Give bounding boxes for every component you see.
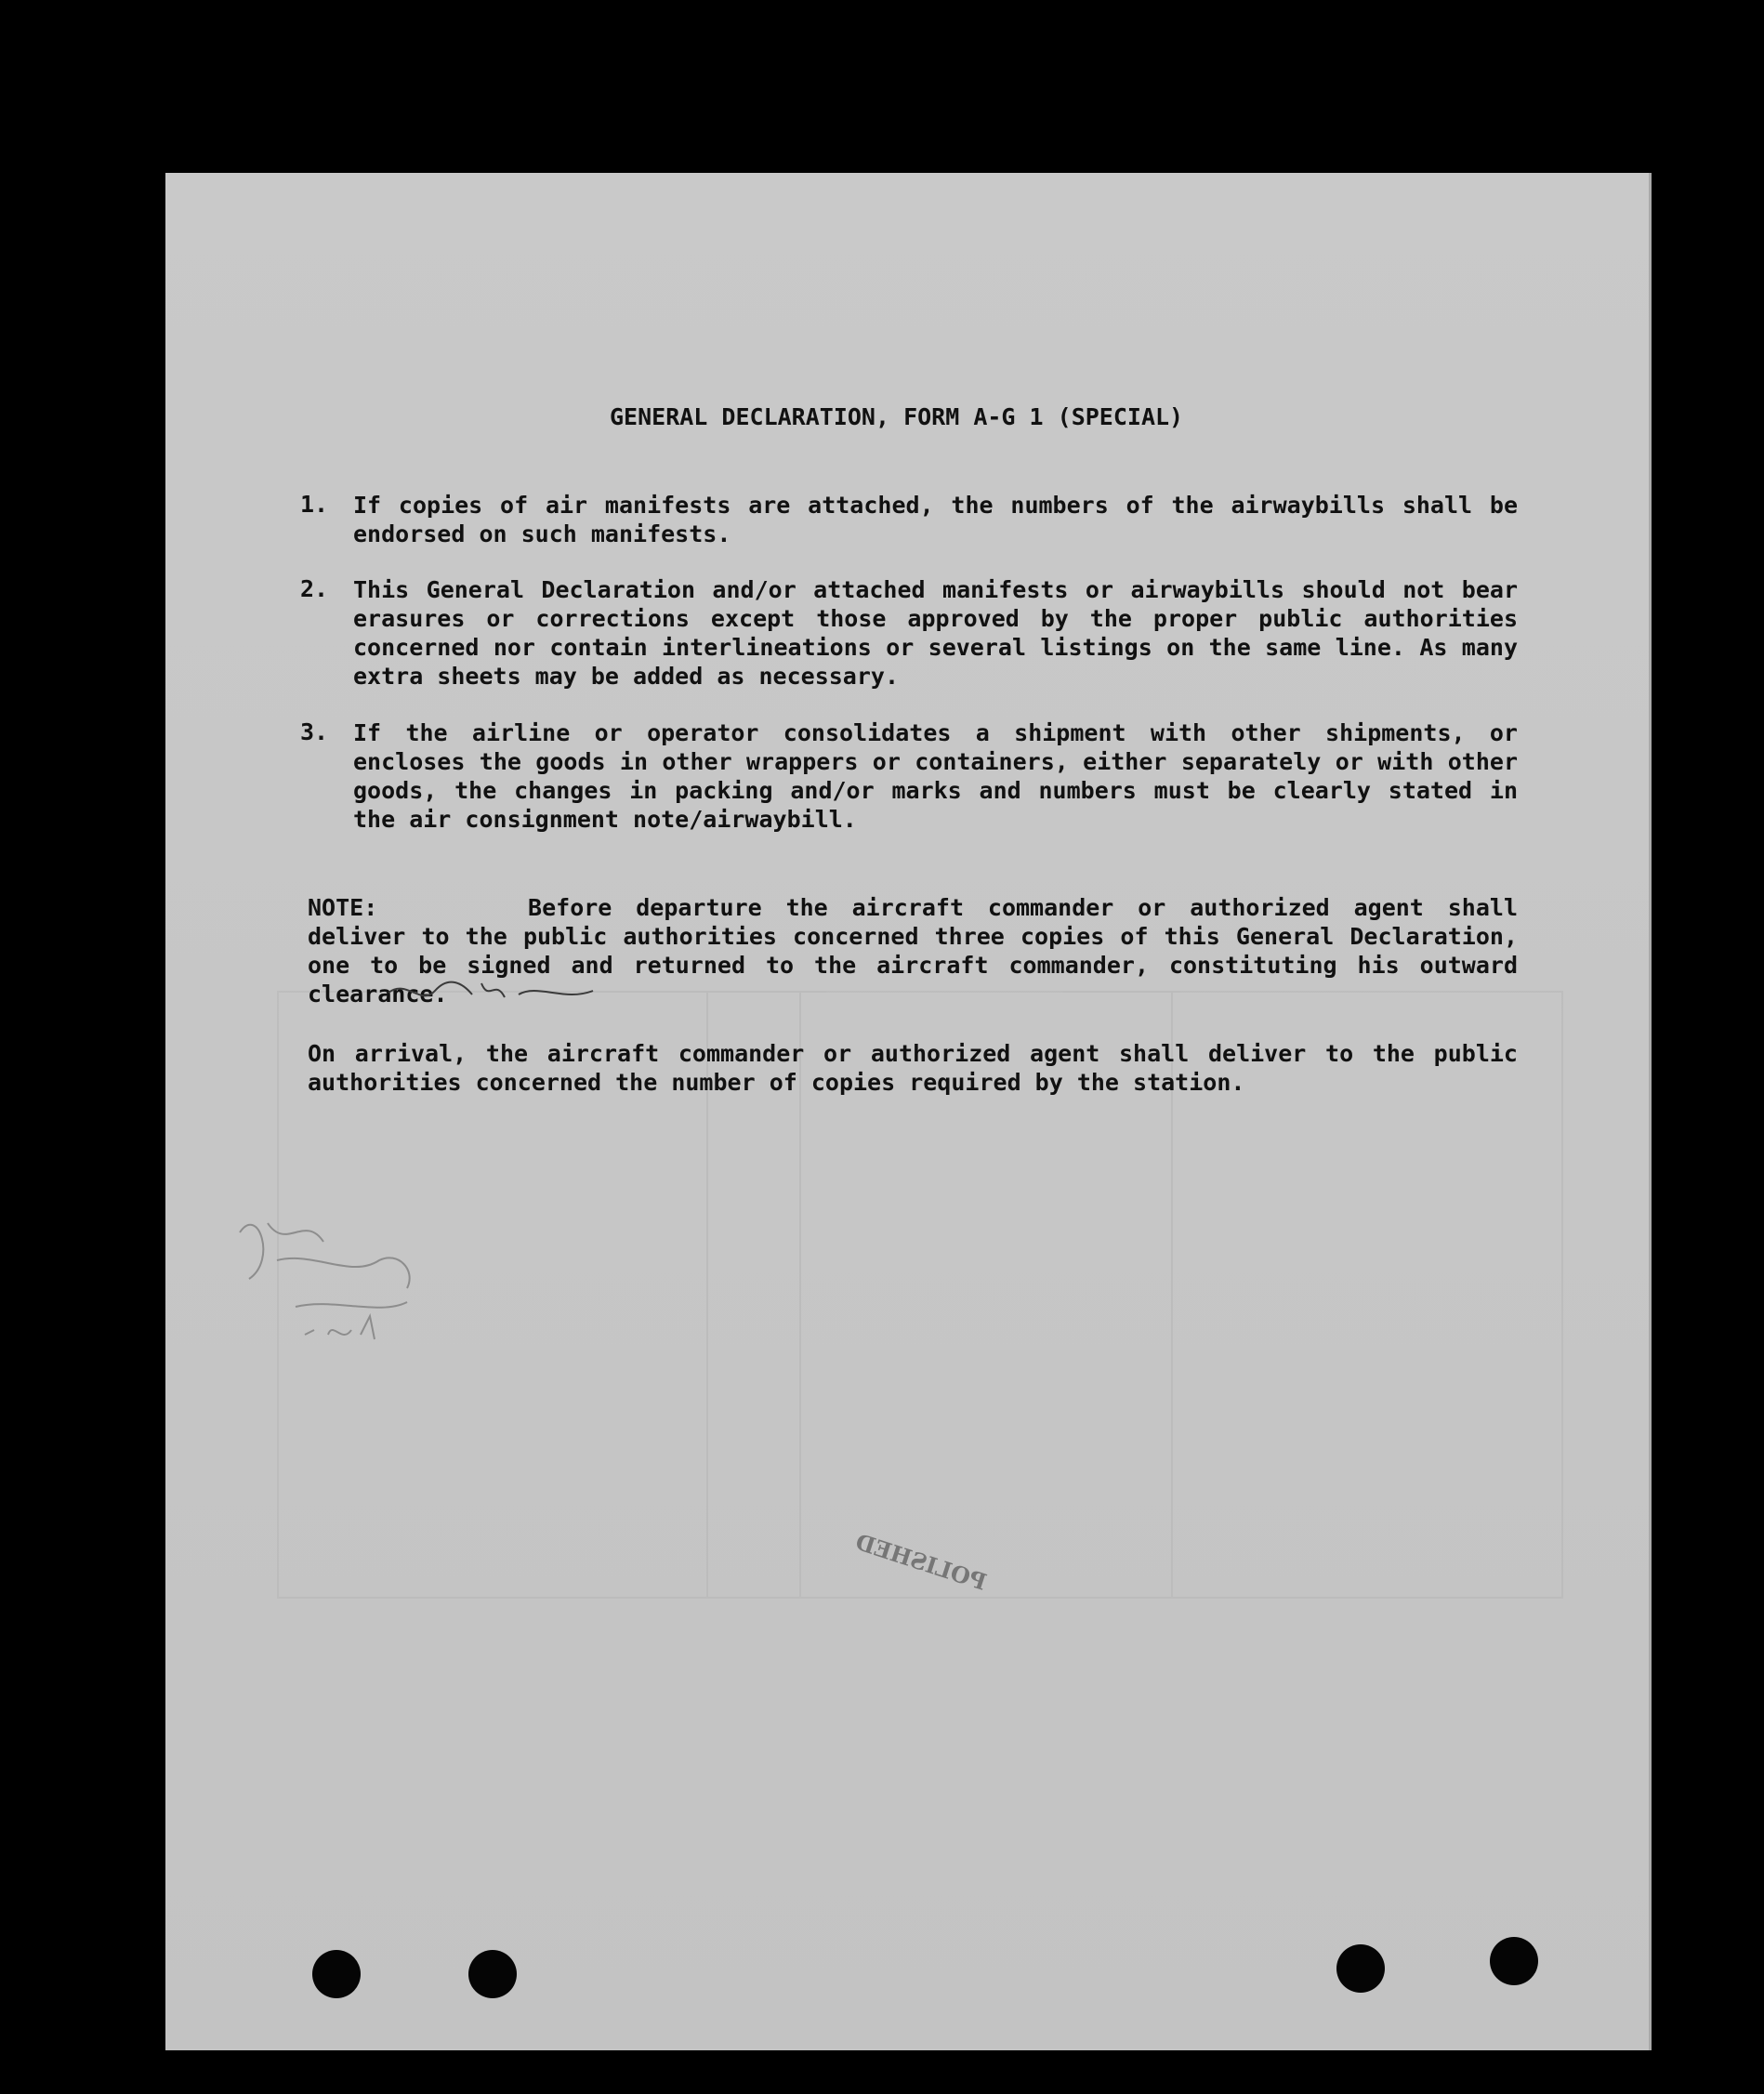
pencil-signature [221,1195,463,1363]
note-text: Before departure the aircraft commander or authorized agent shall deliver to the public authorities concerned three copies of this General Declaration, one to be signed and returned to the aircraft commander, constituting his outward clearance. [308,894,1518,1007]
item-number: 2. [300,575,329,602]
item-text: If the airline or operator consolidates a shipment with other shipments, or encloses the goods in other wrappers or containers, either separately or with other goods, the changes in packing and/or marks and numbers must be clearly stated in the air consignment note/airwaybill. [353,719,1518,833]
form-title: GENERAL DECLARATION, FORM A-G 1 (SPECIAL) [610,403,1184,430]
note-label: NOTE: [308,894,378,921]
item-number: 3. [300,718,329,745]
document-page [165,173,1652,2050]
punch-hole [468,1950,517,1998]
list-item [300,575,1518,691]
stamp: POLISHED [852,1528,991,1596]
punch-hole [1336,1944,1385,1993]
bleed-through-text [481,221,493,258]
item-text: If copies of air manifests are attached, the numbers of the airwaybills shall be endorsed on such manifests. [353,492,1518,547]
arrival-paragraph: On arrival, the aircraft commander or authorized agent shall deliver to the public authorities concerned the number of copies required by the station. [308,1040,1518,1096]
handwritten-mark [379,974,602,1011]
list-item [300,718,1518,834]
punch-hole [312,1950,361,1998]
item-text: This General Declaration and/or attached manifests or airwaybills should not bear erasures or corrections except those approved by the proper public authorities concerned nor contain interlineations or several listings on the same line. As many extra sheets may be added as necessary. [353,576,1518,690]
item-number: 1. [300,491,329,518]
punch-hole [1490,1937,1538,1985]
list-item [300,491,1518,548]
